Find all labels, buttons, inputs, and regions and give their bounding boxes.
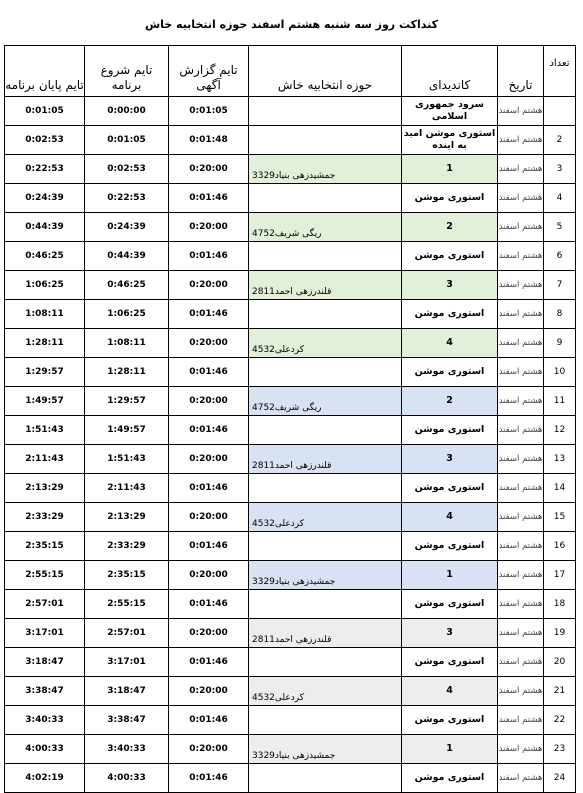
row-start-time: 2:35:15 [85, 561, 169, 590]
row-end-time: 1:08:11 [5, 300, 85, 329]
row-index: 15 [544, 503, 576, 532]
table-row [5, 358, 576, 387]
table-row [5, 735, 576, 764]
row-candidate: استوری موشن امید به اینده [402, 126, 498, 155]
row-report-time: 0:01:46 [169, 764, 249, 793]
row-date: هشتم اسفند [498, 706, 544, 735]
row-candidate: استوری موشن [402, 416, 498, 445]
header-date: تاریخ [498, 46, 544, 97]
row-end-time: 0:44:39 [5, 213, 85, 242]
row-index: 16 [544, 532, 576, 561]
table-row [5, 561, 576, 590]
table-row [5, 213, 576, 242]
row-date: هشتم اسفند [498, 213, 544, 242]
row-start-time: 1:49:57 [85, 416, 169, 445]
row-end-time: 3:40:33 [5, 706, 85, 735]
table-row [5, 764, 576, 793]
row-report-time: 0:01:46 [169, 648, 249, 677]
header-start-time: تایم شروع برنامه [85, 46, 169, 97]
row-end-time: 3:38:47 [5, 677, 85, 706]
row-start-time: 3:40:33 [85, 735, 169, 764]
row-district: ریگی شریف4752 [249, 213, 402, 242]
row-start-time: 2:57:01 [85, 619, 169, 648]
table-row [5, 184, 576, 213]
row-report-time: 0:01:46 [169, 590, 249, 619]
row-district [249, 126, 402, 155]
row-date: هشتم اسفند [498, 416, 544, 445]
row-district: قلندرزهی احمد2811 [249, 445, 402, 474]
row-start-time: 0:01:05 [85, 126, 169, 155]
table-row [5, 706, 576, 735]
row-date: هشتم اسفند [498, 532, 544, 561]
row-start-time: 3:18:47 [85, 677, 169, 706]
row-candidate: 4 [402, 677, 498, 706]
row-candidate: 3 [402, 619, 498, 648]
row-report-time: 0:20:00 [169, 503, 249, 532]
row-date: هشتم اسفند [498, 271, 544, 300]
row-end-time: 4:00:33 [5, 735, 85, 764]
row-end-time: 1:29:57 [5, 358, 85, 387]
table-row [5, 648, 576, 677]
row-report-time: 0:20:00 [169, 155, 249, 184]
row-date: هشتم اسفند [498, 619, 544, 648]
row-date: هشتم اسفند [498, 677, 544, 706]
table-row [5, 97, 576, 126]
row-end-time: 2:11:43 [5, 445, 85, 474]
row-end-time: 0:46:25 [5, 242, 85, 271]
row-end-time: 0:24:39 [5, 184, 85, 213]
row-date: هشتم اسفند [498, 387, 544, 416]
row-date: هشتم اسفند [498, 445, 544, 474]
row-date: هشتم اسفند [498, 155, 544, 184]
row-report-time: 0:01:46 [169, 358, 249, 387]
row-district [249, 358, 402, 387]
row-index: 19 [544, 619, 576, 648]
row-end-time: 2:33:29 [5, 503, 85, 532]
row-candidate: 2 [402, 213, 498, 242]
row-start-time: 0:46:25 [85, 271, 169, 300]
table-row [5, 300, 576, 329]
table-row [5, 329, 576, 358]
row-district: کردعلی4532 [249, 503, 402, 532]
row-start-time: 3:38:47 [85, 706, 169, 735]
table-row [5, 155, 576, 184]
row-end-time: 2:13:29 [5, 474, 85, 503]
table-row [5, 474, 576, 503]
row-date: هشتم اسفند [498, 184, 544, 213]
row-report-time: 0:01:46 [169, 706, 249, 735]
row-report-time: 0:20:00 [169, 677, 249, 706]
row-district [249, 416, 402, 445]
row-index: 18 [544, 590, 576, 619]
row-end-time: 1:28:11 [5, 329, 85, 358]
header-report-time: تایم گزارش آگهی [169, 46, 249, 97]
row-end-time: 0:02:53 [5, 126, 85, 155]
row-district: ریگی شریف4752 [249, 387, 402, 416]
row-index: 12 [544, 416, 576, 445]
row-report-time: 0:20:00 [169, 619, 249, 648]
row-district [249, 184, 402, 213]
row-end-time: 0:01:05 [5, 97, 85, 126]
table-row [5, 271, 576, 300]
row-date: هشتم اسفند [498, 764, 544, 793]
row-date: هشتم اسفند [498, 126, 544, 155]
row-report-time: 0:20:00 [169, 445, 249, 474]
row-index: 14 [544, 474, 576, 503]
row-end-time: 1:51:43 [5, 416, 85, 445]
header-candidate: کاندیدای [402, 46, 498, 97]
row-report-time: 0:20:00 [169, 213, 249, 242]
row-start-time: 0:00:00 [85, 97, 169, 126]
row-date: هشتم اسفند [498, 648, 544, 677]
row-date: هشتم اسفند [498, 503, 544, 532]
row-district [249, 97, 402, 126]
row-candidate: استوری موشن [402, 706, 498, 735]
row-date: هشتم اسفند [498, 561, 544, 590]
row-district [249, 532, 402, 561]
row-candidate: 1 [402, 735, 498, 764]
row-end-time: 0:22:53 [5, 155, 85, 184]
table-row [5, 242, 576, 271]
row-date: هشتم اسفند [498, 474, 544, 503]
header-index: تعداد [544, 46, 576, 97]
row-index: 13 [544, 445, 576, 474]
row-candidate: سرود جمهوری اسلامی [402, 97, 498, 126]
table-header-row [5, 46, 576, 97]
row-report-time: 0:20:00 [169, 329, 249, 358]
row-index: 22 [544, 706, 576, 735]
row-candidate: 3 [402, 445, 498, 474]
row-start-time: 1:29:57 [85, 387, 169, 416]
row-district [249, 590, 402, 619]
row-end-time: 2:55:15 [5, 561, 85, 590]
row-date: هشتم اسفند [498, 358, 544, 387]
table-row [5, 416, 576, 445]
row-report-time: 0:01:48 [169, 126, 249, 155]
row-index: 10 [544, 358, 576, 387]
row-start-time: 3:17:01 [85, 648, 169, 677]
row-date: هشتم اسفند [498, 329, 544, 358]
row-candidate: 1 [402, 561, 498, 590]
row-index [544, 97, 576, 126]
row-date: هشتم اسفند [498, 242, 544, 271]
row-start-time: 1:08:11 [85, 329, 169, 358]
table-row [5, 503, 576, 532]
row-end-time: 1:06:25 [5, 271, 85, 300]
row-start-time: 0:44:39 [85, 242, 169, 271]
row-report-time: 0:20:00 [169, 271, 249, 300]
row-district [249, 764, 402, 793]
row-report-time: 0:20:00 [169, 561, 249, 590]
row-start-time: 2:11:43 [85, 474, 169, 503]
row-district [249, 706, 402, 735]
row-start-time: 1:06:25 [85, 300, 169, 329]
row-district [249, 474, 402, 503]
row-index: 20 [544, 648, 576, 677]
row-date: هشتم اسفند [498, 97, 544, 126]
row-candidate: 1 [402, 155, 498, 184]
row-district: جمشیدزهی بنیاد3329 [249, 561, 402, 590]
row-start-time: 4:00:33 [85, 764, 169, 793]
row-start-time: 2:55:15 [85, 590, 169, 619]
header-end-time: تایم پایان برنامه [5, 46, 85, 97]
row-start-time: 0:02:53 [85, 155, 169, 184]
row-index: 9 [544, 329, 576, 358]
row-start-time: 1:51:43 [85, 445, 169, 474]
table-row [5, 590, 576, 619]
row-candidate: 3 [402, 271, 498, 300]
table-row [5, 619, 576, 648]
row-date: هشتم اسفند [498, 735, 544, 764]
row-district: جمشیدزهی بنیاد3329 [249, 155, 402, 184]
table-body [5, 97, 576, 793]
row-report-time: 0:01:46 [169, 474, 249, 503]
row-end-time: 3:17:01 [5, 619, 85, 648]
row-start-time: 2:13:29 [85, 503, 169, 532]
row-candidate: 4 [402, 329, 498, 358]
row-district: قلندرزهی احمد2811 [249, 271, 402, 300]
row-candidate: استوری موشن [402, 764, 498, 793]
row-end-time: 4:02:19 [5, 764, 85, 793]
row-district [249, 300, 402, 329]
row-report-time: 0:01:46 [169, 184, 249, 213]
row-report-time: 0:01:46 [169, 242, 249, 271]
row-index: 17 [544, 561, 576, 590]
row-start-time: 1:28:11 [85, 358, 169, 387]
header-district: حوزه انتخابیه خاش [249, 46, 402, 97]
row-start-time: 0:22:53 [85, 184, 169, 213]
row-report-time: 0:20:00 [169, 735, 249, 764]
row-district [249, 242, 402, 271]
row-candidate: استوری موشن [402, 242, 498, 271]
row-end-time: 1:49:57 [5, 387, 85, 416]
row-end-time: 2:35:15 [5, 532, 85, 561]
row-district: کردعلی4532 [249, 677, 402, 706]
row-report-time: 0:01:46 [169, 532, 249, 561]
row-report-time: 0:20:00 [169, 387, 249, 416]
row-end-time: 3:18:47 [5, 648, 85, 677]
row-candidate: استوری موشن [402, 648, 498, 677]
row-index: 24 [544, 764, 576, 793]
row-index: 6 [544, 242, 576, 271]
row-district: کردعلی4532 [249, 329, 402, 358]
row-candidate: استوری موشن [402, 532, 498, 561]
row-index: 23 [544, 735, 576, 764]
table-row [5, 677, 576, 706]
row-index: 3 [544, 155, 576, 184]
row-index: 4 [544, 184, 576, 213]
table-row [5, 445, 576, 474]
row-index: 5 [544, 213, 576, 242]
row-date: هشتم اسفند [498, 300, 544, 329]
row-index: 8 [544, 300, 576, 329]
row-end-time: 2:57:01 [5, 590, 85, 619]
row-date: هشتم اسفند [498, 590, 544, 619]
row-report-time: 0:01:46 [169, 300, 249, 329]
row-start-time: 0:24:39 [85, 213, 169, 242]
row-candidate: استوری موشن [402, 300, 498, 329]
table-row [5, 532, 576, 561]
row-report-time: 0:01:05 [169, 97, 249, 126]
row-candidate: استوری موشن [402, 358, 498, 387]
schedule-table [4, 45, 576, 793]
row-candidate: استوری موشن [402, 184, 498, 213]
row-candidate: استوری موشن [402, 590, 498, 619]
row-candidate: 2 [402, 387, 498, 416]
table-row [5, 387, 576, 416]
row-index: 7 [544, 271, 576, 300]
row-index: 11 [544, 387, 576, 416]
row-index: 2 [544, 126, 576, 155]
table-row [5, 126, 576, 155]
row-index: 21 [544, 677, 576, 706]
row-district: جمشیدزهی بنیاد3329 [249, 735, 402, 764]
row-district [249, 648, 402, 677]
row-candidate: 4 [402, 503, 498, 532]
row-start-time: 2:33:29 [85, 532, 169, 561]
document-title: کنداکت روز سه شنبه هشتم اسفند حوزه انتخابیه خاش [144, 18, 439, 31]
row-report-time: 0:01:46 [169, 416, 249, 445]
row-district: قلندرزهی احمد2811 [249, 619, 402, 648]
row-candidate: استوری موشن [402, 474, 498, 503]
